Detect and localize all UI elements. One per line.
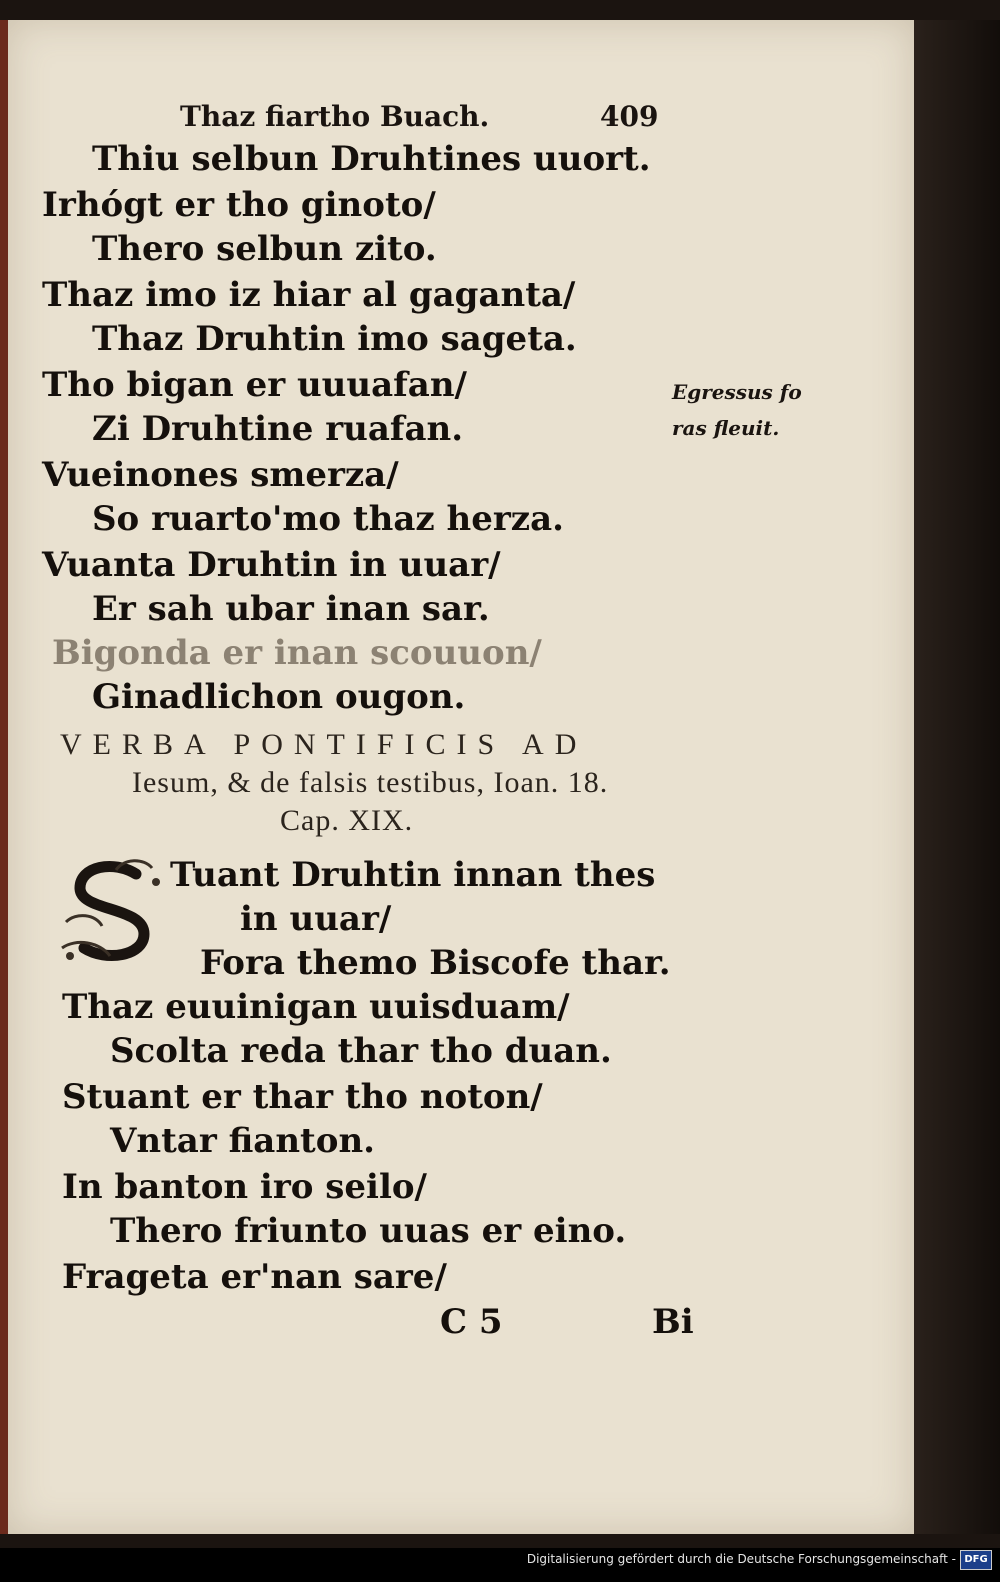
text-line: Ginadlichon ougon. bbox=[92, 677, 466, 717]
text-line: Thero friunto uuas er eino. bbox=[110, 1211, 627, 1251]
text-line: Tuant Druhtin innan thes bbox=[170, 855, 656, 895]
folio-number: 409 bbox=[600, 100, 659, 133]
text-line: In banton iro seilo/ bbox=[62, 1167, 427, 1207]
text-line: Thaz euuinigan uuisduam/ bbox=[62, 987, 570, 1027]
marginal-note-line: ras fleuit. bbox=[672, 416, 780, 440]
chapter-number: Cap. XIX. bbox=[280, 804, 414, 837]
text-line: Thiu selbun Druhtines uuort. bbox=[92, 139, 651, 179]
running-head: Thaz fiartho Buach. bbox=[180, 100, 490, 133]
text-line: Irhógt er tho ginoto/ bbox=[42, 185, 436, 225]
text-line: Vuanta Druhtin in uuar/ bbox=[42, 545, 501, 585]
text-line: Er sah ubar inan sar. bbox=[92, 589, 490, 629]
text-line: So ruarto'mo thaz herza. bbox=[92, 499, 564, 539]
page-edge-shadow bbox=[914, 20, 1000, 1534]
text-line: Frageta er'nan sare/ bbox=[62, 1257, 447, 1297]
marginal-note-line: Egressus fo bbox=[672, 380, 802, 404]
decorated-initial-s bbox=[56, 852, 176, 972]
section-heading: VERBA PONTIFICIS AD bbox=[60, 728, 588, 761]
signature-mark: C 5 bbox=[440, 1302, 503, 1342]
text-line: Stuant er thar tho noton/ bbox=[62, 1077, 543, 1117]
text-line: Thero selbun zito. bbox=[92, 229, 437, 269]
text-line: Vueinones smerza/ bbox=[42, 455, 399, 495]
text-line: Bigonda er inan scouuon/ bbox=[52, 633, 542, 673]
catchword: Bi bbox=[652, 1302, 694, 1342]
text-line: Fora themo Biscofe thar. bbox=[200, 943, 671, 983]
text-line: Thaz imo iz hiar al gaganta/ bbox=[42, 275, 576, 315]
dfg-logo-icon: DFG bbox=[960, 1550, 992, 1570]
section-heading-sub: Iesum, & de falsis testibus, Ioan. 18. bbox=[132, 766, 609, 799]
text-line: Vntar fianton. bbox=[110, 1121, 375, 1161]
text-line: Tho bigan er uuuafan/ bbox=[42, 365, 467, 405]
text-line: in uuar/ bbox=[240, 899, 392, 939]
footer-credit: Digitalisierung gefördert durch die Deutsche Forschungsgemeinschaft - bbox=[526, 1552, 956, 1566]
text-line: Zi Druhtine ruafan. bbox=[92, 409, 464, 449]
text-line: Scolta reda thar tho duan. bbox=[110, 1031, 612, 1071]
text-line: Thaz Druhtin imo sageta. bbox=[92, 319, 577, 359]
